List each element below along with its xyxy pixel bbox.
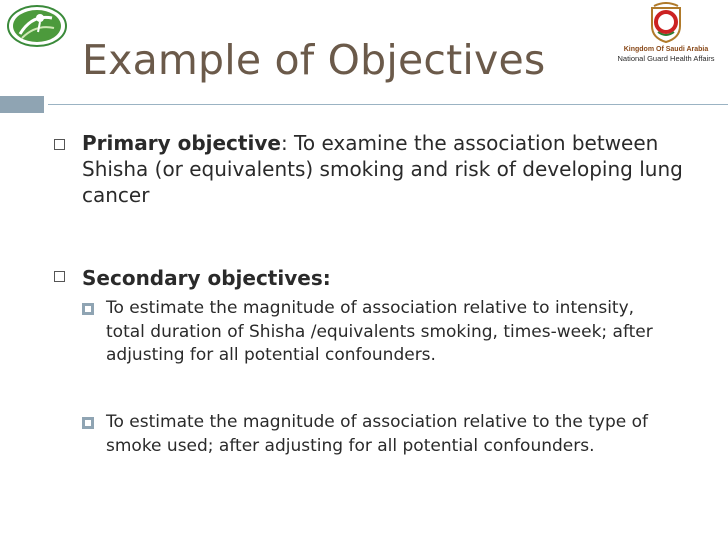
logo-line-1: Kingdom Of Saudi Arabia bbox=[623, 46, 709, 53]
square-bullet-icon bbox=[54, 139, 65, 150]
right-logo bbox=[612, 2, 720, 68]
slide-title: Example of Objectives bbox=[82, 36, 546, 84]
title-divider-line bbox=[48, 104, 728, 105]
primary-objective-text: : To examine the association between Shisha (or equivalents) smoking and risk of developing lung cancer bbox=[82, 131, 683, 207]
title-accent-block bbox=[0, 96, 44, 113]
sub-objective-2: To estimate the magnitude of association relative to the type of smoke used; after adjusting for all potential confounders. bbox=[106, 412, 649, 456]
square-bullet-icon bbox=[54, 271, 65, 282]
national-guard-crest-icon bbox=[644, 2, 688, 44]
logo-line-2: National Guard Health Affairs bbox=[617, 54, 715, 63]
primary-objective bbox=[82, 130, 692, 208]
filled-square-bullet-icon bbox=[82, 303, 94, 315]
left-logo bbox=[6, 4, 68, 48]
organization-logo-icon bbox=[6, 4, 68, 48]
primary-objective-label: Primary objective bbox=[82, 131, 281, 155]
secondary-objectives-label: Secondary objectives: bbox=[82, 266, 331, 290]
filled-square-bullet-icon bbox=[82, 417, 94, 429]
sub-objective-1: To estimate the magnitude of association relative to intensity, total duration of Shisha /equivalents smoking, times-week; after adjusting for all potential confounders. bbox=[106, 298, 653, 365]
